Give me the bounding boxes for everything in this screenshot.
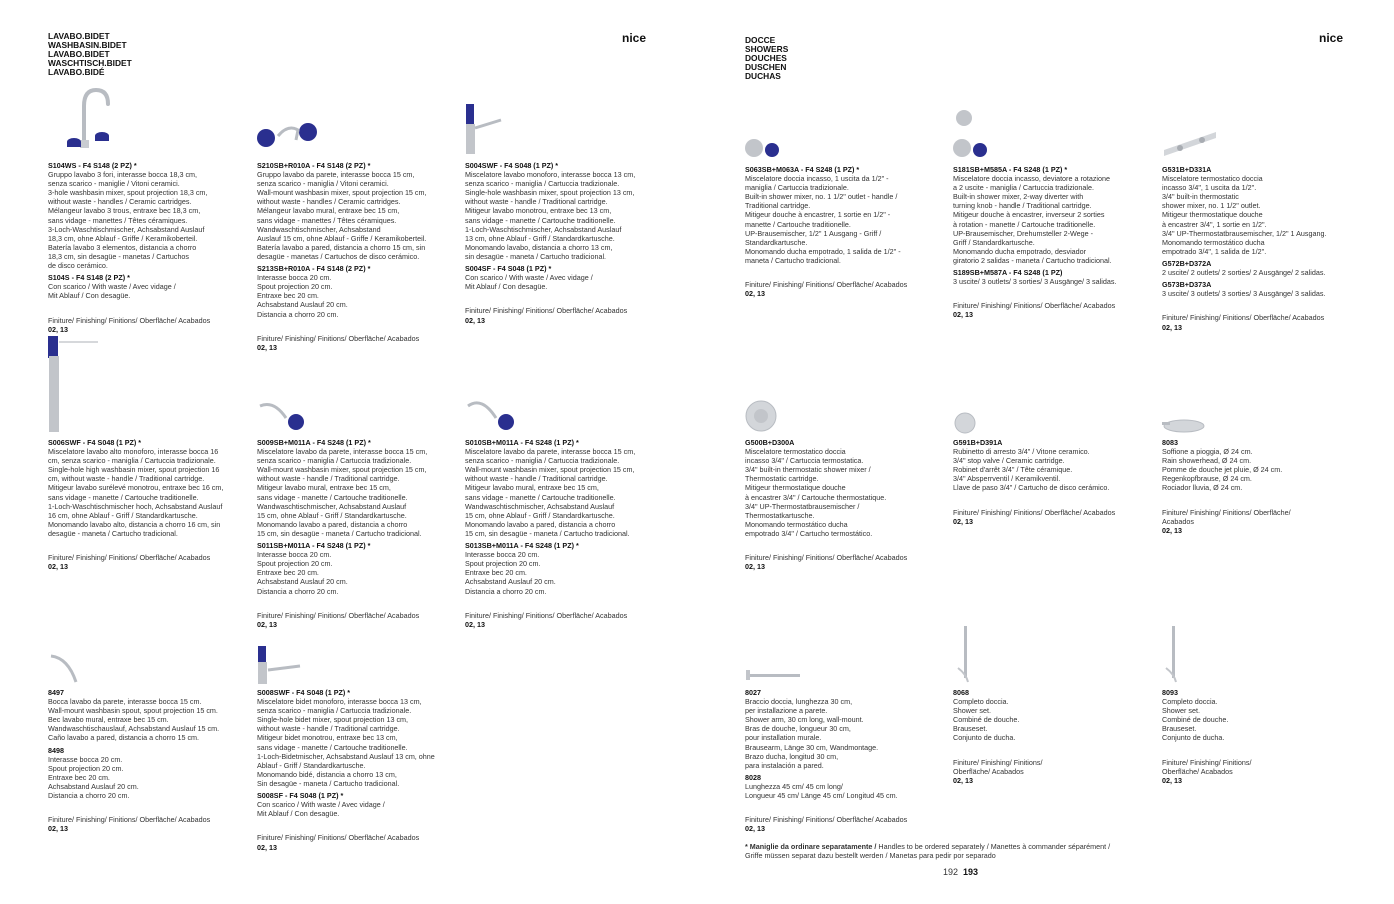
product-code: 8068 <box>953 688 969 697</box>
section-category-left <box>48 32 132 77</box>
product-code: S004SF - F4 S048 (1 PZ) * <box>465 264 552 274</box>
section-category-right <box>745 36 788 81</box>
category-line: SHOWERS <box>745 44 789 54</box>
finish-info <box>465 297 665 333</box>
finish-values: 02, 13 <box>257 619 277 629</box>
footnote-text: Handles to be ordered separately / Manettes à commander séparément / Griffe müssen separat dazu bestellt werden / Manetas para pedir por separado <box>745 842 1111 860</box>
product-code: G531B+D331A <box>1162 165 1212 174</box>
finish-label: Finiture/ Finishing/ Finitions/ Oberfläche/ Acabados <box>257 610 420 620</box>
product-description: Lunghezza 45 cm/ 45 cm long/ Longueur 45 cm/ Länge 45 cm/ Longitud 45 cm. <box>745 781 898 801</box>
finish-info <box>257 325 457 361</box>
shower-set-image <box>956 624 976 684</box>
product-entry-s010sb <box>465 438 665 638</box>
category-line: LAVABO.BIDET <box>48 31 110 41</box>
product-code: S010SB+M011A - F4 S248 (1 PZ) * <box>465 438 579 447</box>
monoforo-mixer-image <box>463 102 503 156</box>
product-code: S104WS - F4 S148 (2 PZ) * <box>48 161 137 170</box>
product-code: 8027 <box>745 688 761 697</box>
finish-label: Finiture/ Finishing/ Finitions/ Oberfläche/ Acabados <box>257 833 420 843</box>
product-code: S011SB+M011A - F4 S248 (1 PZ) * <box>257 541 371 551</box>
product-code: S210SB+R010A - F4 S148 (2 PZ) * <box>257 161 371 170</box>
shower-arm-image <box>744 668 802 682</box>
product-description: Miscelatore doccia incasso, deviatore a rotazione a 2 uscite - maniglia / Cartuccia tradizionale. Built-in shower mixer, 2-way diverter with turning knob - handle / Traditional cartridge. Mitigeur douche à encastrer, inverseur 2 sorties à rotation - manette / Cartouche traditionelle. UP-Brausemischer, Drehumsteller 2-Wege - Griff / Standardkartusche. Monomando ducha empotrado, desviador giratorio 2 salidas - maneta / Cartucho tradicional. <box>953 174 1112 265</box>
finish-info <box>1162 304 1362 340</box>
product-description: Miscelatore doccia incasso, 1 uscita da 1/2" - maniglia / Cartuccia tradizionale. Built-in shower mixer, no. 1 1/2" outlet - handle / Traditional cartridge. Mitigeur douche à encastrer, 1 sortie en 1/2" - manette / Cartouche traditionelle. UP-Brausemischer, 1/2" 1 Ausgang - Griff / Standardkartusche. Monomando ducha empotrado, 1 salida de 1/2" - maneta / Cartucho tradicional. <box>745 174 901 265</box>
product-code: S013SB+M011A - F4 S248 (1 PZ) * <box>465 541 579 551</box>
finish-label: Finiture/ Finishing/ Finitions/ Oberfläche/ Acabados <box>1162 507 1291 526</box>
finish-label: Finiture/ Finishing/ Finitions/ Oberfläche/ Acabados <box>953 301 1116 311</box>
product-entry-8027 <box>745 688 945 843</box>
finish-label: Finiture/ Finishing/ Finitions/ Oberfläche/ Acabados <box>1162 313 1325 323</box>
product-code: S189SB+M587A - F4 S248 (1 PZ) <box>953 268 1063 278</box>
finish-label: Finiture/ Finishing/ Finitions/ Oberfläche/ Acabados <box>953 757 1043 776</box>
wall-mixer-single-image <box>256 396 306 436</box>
finish-info <box>745 271 945 307</box>
product-entry-8497 <box>48 688 248 843</box>
product-code: S181SB+M585A - F4 S248 (1 PZ) * <box>953 165 1068 174</box>
finish-info <box>953 749 1153 794</box>
category-line: DUSCHEN <box>745 62 787 72</box>
product-description: Interasse bocca 20 cm. Spout projection 20 cm. Entraxe bec 20 cm. Achsabstand Auslauf 20 cm. Distancia a chorro 20 cm. <box>465 550 556 596</box>
product-entry-s006swf <box>48 438 248 580</box>
finish-values: 02, 13 <box>953 516 973 526</box>
product-description: Miscelatore termostatico doccia incasso 3/4" / Cartuccia termostatica. 3/4" built-in thermostatic shower mixer / Thermostatic cartridge. Mitigeur thermostatique douche à encastrer 3/4" / Cartouche thermostatique. 3/4" UP-Thermostatbrausemischer / Thermostatkartusche. Monomando termostático ducha empotrado 3/4" / Cartucho termostático. <box>745 447 887 538</box>
product-description: Gruppo lavabo da parete, interasse bocca 15 cm, senza scarico - maniglia / Vitoni ceramici. Wall-mount washbasin mixer, spout projection 15 cm, without waste - handles / Ceramic cartridges. Mélangeur lavabo mural, entraxe bec 15 cm, sans vidage - manettes / Têtes céramiques. Wandwaschtischmischer, Achsabstand Auslauf 15 cm, ohne Ablauf - Griffe / Keramikoberteil. Batería lavabo a pared, distancia a chorro 15 cm, sin desagüe - manetas / Cartuchos de disco cerámico. <box>257 170 427 261</box>
product-description: Rubinetto di arresto 3/4" / Vitone ceramico. 3/4" stop valve / Ceramic cartridge. Robinet d'arrêt 3/4" / Tête céramique. 3/4" Absperrventil / Keramikventil. Llave de paso 3/4" / Cartucho de disco cerámico. <box>953 447 1110 493</box>
page-number-right: 193 <box>963 867 979 877</box>
product-entry-8068 <box>953 688 1153 794</box>
finish-label: Finiture/ Finishing/ Finitions/ Oberfläche/ Acabados <box>1162 757 1252 776</box>
product-description: 2 uscite/ 2 outlets/ 2 sorties/ 2 Ausgänge/ 2 salidas. <box>1162 268 1326 278</box>
finish-info <box>745 806 945 842</box>
product-description: Completo doccia. Shower set. Combiné de douche. Brauseset. Conjunto de ducha. <box>1162 697 1229 743</box>
product-description: Gruppo lavabo 3 fori, interasse bocca 18,3 cm, senza scarico - maniglie / Vitoni ceramici. 3-hole washbasin mixer, spout projection 18,3 cm, without waste - handles / Ceramic cartridges. Mélangeur lavabo 3 trous, entraxe bec 18,3 cm, sans vidage - manettes / Têtes céramiques. 3-Loch-Waschtischmischer, Achsabstand Auslauf 18,3 cm, ohne Ablauf - Griffe / Keramikoberteil. Batería lavabo 3 elementos, distancia a chorro 18,3 cm, sin desagüe - manetas / Cartuchos de disco cerámico. <box>48 170 208 271</box>
product-entry-s009sb <box>257 438 457 638</box>
product-description: Braccio doccia, lunghezza 30 cm, per installazione a parete. Shower arm, 30 cm long, wall-mount. Bras de douche, longueur 30 cm, pour installation murale. Brausearm, Länge 30 cm, Wandmontage. Brazo ducha, longitud 30 cm, para instalación a pared. <box>745 697 879 770</box>
product-description: Miscelatore lavabo alto monoforo, interasse bocca 16 cm, senza scarico - maniglia / Cartuccia tradizionale. Single-hole high washbasin mixer, spout projection 16 cm, without waste - handle / Traditional cartridge. Mitigeur lavabo surélevé monotrou, entraxe bec 16 cm, sans vidage - manette / Cartouche traditionelle. 1-Loch-Waschtischmischer hoch, Achsabstand Auslauf 16 cm, ohne Ablauf - Griff / Standardkartusche. Monomando lavabo alto, distancia a chorro 16 cm, sin desagüe - maneta / Cartucho tradicional. <box>48 447 224 538</box>
finish-values: 02, 13 <box>745 824 765 834</box>
finish-info <box>1162 499 1362 544</box>
finish-label: Finiture/ Finishing/ Finitions/ Oberfläche/ Acabados <box>465 306 628 316</box>
product-code: S009SB+M011A - F4 S248 (1 PZ) * <box>257 438 371 447</box>
finish-info <box>465 602 665 638</box>
finish-info <box>1162 749 1362 794</box>
product-entry-g591b <box>953 438 1153 535</box>
finish-values: 02, 13 <box>257 842 277 852</box>
product-entry-s104ws <box>48 161 248 343</box>
tall-mixer-image <box>46 334 100 434</box>
product-entry-s210sb <box>257 161 457 361</box>
product-description: Interasse bocca 20 cm. Spout projection 20 cm. Entraxe bec 20 cm. Achsabstand Auslauf 20 cm. Distancia a chorro 20 cm. <box>48 754 139 801</box>
finish-label: Finiture/ Finishing/ Finitions/ Oberfläche/ Acabados <box>745 553 908 563</box>
product-code: G500B+D300A <box>745 438 795 447</box>
finish-info <box>257 824 462 860</box>
finish-info <box>48 806 248 842</box>
product-code: 8497 <box>48 688 64 697</box>
finish-label: Finiture/ Finishing/ Finitions/ Oberfläche/ Acabados <box>48 553 211 563</box>
product-description: Miscelatore lavabo monoforo, interasse bocca 13 cm, senza scarico - maniglia / Cartuccia tradizionale. Single-hole washbasin mixer, spout projection 13 cm, without waste - handle / Traditional cartridge. Mitigeur lavabo monotrou, entraxe bec 13 cm, sans vidage - manette / Cartouche traditionelle. 1-Loch-Waschtischmischer, Achsabstand Auslauf 13 cm, ohne Ablauf - Griff / Standardkartusche. Monomando lavabo, distancia a chorro 13 cm, sin desagüe - maneta / Cartucho tradicional. <box>465 170 636 261</box>
product-code: 8028 <box>745 772 761 782</box>
finish-values: 02, 13 <box>48 824 68 834</box>
finish-info <box>953 499 1153 535</box>
product-description: 3 uscite/ 3 outlets/ 3 sorties/ 3 Ausgänge/ 3 salidas. <box>1162 289 1326 299</box>
product-description: Completo doccia. Shower set. Combiné de douche. Brauseset. Conjunto de ducha. <box>953 697 1020 743</box>
finish-info <box>48 544 248 580</box>
thermostatic-knob-image <box>744 396 778 436</box>
thermostatic-plate-image <box>1162 128 1218 158</box>
product-description: 3 uscite/ 3 outlets/ 3 sorties/ 3 Ausgänge/ 3 salidas. <box>953 277 1117 287</box>
finish-label: Finiture/ Finishing/ Finitions/ Oberfläche/ Acabados <box>257 333 420 343</box>
finish-info <box>48 306 248 342</box>
finish-values: 02, 13 <box>745 289 765 299</box>
category-line: LAVABO.BIDET <box>48 49 110 59</box>
product-description: Miscelatore termostatico doccia incasso 3/4", 1 uscita da 1/2". 3/4" built-in thermostatic shower mixer, no. 1 1/2" outlet. Mitigeur thermostatique douche à encastrer 3/4", 1 sortie en 1/2". 3/4" UP-Thermostatbrausemischer, 1/2" 1 Ausgang. Monomando termostático ducha empotrado 3/4", 1 salida de 1/2". <box>1162 174 1327 256</box>
shower-set-image <box>1164 624 1184 684</box>
wall-mixer-image <box>256 118 320 152</box>
category-line: DUCHAS <box>745 71 781 81</box>
product-entry-8083 <box>1162 438 1362 544</box>
product-description: Miscelatore lavabo da parete, interasse bocca 15 cm, senza scarico - maniglia / Cartuccia tradizionale. Wall-mount washbasin mixer, spout projection 15 cm, without waste - handle / Traditional cartridge. Mitigeur lavabo mural, entraxe bec 15 cm, sans vidage - manette / Cartouche traditionelle. Wandwaschtischmischer, Achsabstand Auslauf 15 cm, ohne Ablauf - Griff / Standardkartusche. Monomando lavabo a pared, distancia a chorro 15 cm, sin desagüe - maneta / Cartucho tradicional. <box>465 447 636 538</box>
product-entry-g531b <box>1162 165 1362 341</box>
product-entry-g500b <box>745 438 945 580</box>
product-code: S008SWF - F4 S048 (1 PZ) * <box>257 688 351 697</box>
finish-values: 02, 13 <box>465 619 485 629</box>
category-line: DOUCHES <box>745 53 787 63</box>
product-code: G572B+D372A <box>1162 258 1212 268</box>
product-code: S213SB+R010A - F4 S148 (2 PZ) * <box>257 264 371 274</box>
product-entry-s004swf <box>465 161 665 334</box>
product-code: 8498 <box>48 745 64 755</box>
product-description: Interasse bocca 20 cm. Spout projection 20 cm. Entraxe bec 20 cm. Achsabstand Auslauf 20 cm. Distancia a chorro 20 cm. <box>257 273 348 319</box>
shower-diverter-image <box>952 106 992 162</box>
product-entry-s008swf <box>257 688 462 861</box>
product-entry-s181sb <box>953 165 1158 329</box>
finish-values: 02, 13 <box>1162 525 1182 535</box>
product-description: Miscelatore bidet monoforo, interasse bocca 13 cm, senza scarico - maniglia / Cartuccia tradizionale. Single-hole bidet mixer, spout projection 13 cm, without waste - handle / Traditional cartridge. Mitigeur bidet monotrou, entraxe bec 13 cm, sans vidage - manette / Cartouche traditionelle. 1-Loch-Bidetmischer, Achsabstand Auslauf 13 cm, ohne Ablauf - Griff / Standardkartusche. Monomando bidé, distancia a chorro 13 cm, Sin desagüe - maneta / Cartucho tradicional. <box>257 697 435 788</box>
product-description: Miscelatore lavabo da parete, interasse bocca 15 cm, senza scarico - maniglia / Cartuccia tradizionale. Wall-mount washbasin mixer, spout projection 15 cm, without waste - handle / Traditional cartridge. Mitigeur lavabo mural, entraxe bec 15 cm, sans vidage - manette / Cartouche traditionelle. Wandwaschtischmischer, Achsabstand Auslauf 15 cm, ohne Ablauf - Griff / Standardkartusche. Monomando lavabo a pared, distancia a chorro 15 cm, sin desagüe - maneta / Cartucho tradicional. <box>257 447 428 538</box>
category-line: WASHBASIN.BIDET <box>48 40 127 50</box>
product-code: S006SWF - F4 S048 (1 PZ) * <box>48 438 142 447</box>
finish-label: Finiture/ Finishing/ Finitions/ Oberfläche/ Acabados <box>465 610 628 620</box>
product-code: 8093 <box>1162 688 1178 697</box>
product-code: S008SF - F4 S048 (1 PZ) * <box>257 791 344 801</box>
product-code: S063SB+M063A - F4 S248 (1 PZ) * <box>745 165 860 174</box>
finish-info <box>953 292 1158 328</box>
finish-values: 02, 13 <box>48 562 68 572</box>
product-entry-8093 <box>1162 688 1362 794</box>
finish-values: 02, 13 <box>257 342 277 352</box>
finish-values: 02, 13 <box>48 324 68 334</box>
finish-values: 02, 13 <box>1162 322 1182 332</box>
finish-values: 02, 13 <box>953 310 973 320</box>
rain-showerhead-image <box>1160 416 1206 434</box>
stop-valve-image <box>952 410 978 436</box>
brand-name-left: nice <box>622 31 647 45</box>
product-code: 8083 <box>1162 438 1178 447</box>
brand-name-right: nice <box>1319 31 1344 45</box>
shower-mixer-image <box>744 136 782 162</box>
finish-values: 02, 13 <box>1162 775 1182 785</box>
product-code: G573B+D373A <box>1162 280 1212 290</box>
finish-label: Finiture/ Finishing/ Finitions/ Oberfläche/ Acabados <box>48 315 211 325</box>
product-description: Con scarico / With waste / Avec vidage / Mit Ablauf / Con desagüe. <box>257 800 385 819</box>
category-line: WASCHTISCH.BIDET <box>48 58 132 68</box>
finish-values: 02, 13 <box>745 562 765 572</box>
product-code: S004SWF - F4 S048 (1 PZ) * <box>465 161 559 170</box>
finish-label: Finiture/ Finishing/ Finitions/ Oberfläche/ Acabados <box>48 815 211 825</box>
finish-label: Finiture/ Finishing/ Finitions/ Oberfläche/ Acabados <box>745 280 908 290</box>
product-description: Soffione a pioggia, Ø 24 cm. Rain showerhead, Ø 24 cm. Pomme de douche jet pluie, Ø 24 cm. Regenkopfbrause, Ø 24 cm. Rociador lluvia, Ø 24 cm. <box>1162 447 1283 493</box>
faucet-3hole-image <box>64 84 114 152</box>
finish-values: 02, 13 <box>953 775 973 785</box>
product-code: G591B+D391A <box>953 438 1003 447</box>
finish-info <box>745 544 945 580</box>
footnote <box>745 842 1185 860</box>
category-line: DOCCE <box>745 35 776 45</box>
finish-label: Finiture/ Finishing/ Finitions/ Oberfläche/ Acabados <box>953 507 1116 517</box>
finish-info <box>257 602 457 638</box>
product-entry-s063sb <box>745 165 945 307</box>
footnote-bold: * Maniglie da ordinare separatamente / <box>745 842 877 851</box>
product-description: Con scarico / With waste / Avec vidage / Mit Ablauf / Con desagüe. <box>465 273 593 292</box>
product-description: Bocca lavabo da parete, interasse bocca 15 cm. Wall-mount washbasin spout, spout projection 15 cm. Bec lavabo mural, entraxe bec 15 cm. Wandwaschtischauslauf, Achsabstand Auslauf 15 cm. Caño lavabo a pared, distancia a chorro 15 cm. <box>48 697 220 743</box>
category-line: LAVABO.BIDÉ <box>48 67 105 77</box>
page-number-left: 192 <box>943 867 959 877</box>
product-description: Interasse bocca 20 cm. Spout projection 20 cm. Entraxe bec 20 cm. Achsabstand Auslauf 20 cm. Distancia a chorro 20 cm. <box>257 550 348 596</box>
page-numbers <box>943 867 978 877</box>
product-code: S104S - F4 S148 (2 PZ) * <box>48 273 130 283</box>
wall-mixer-single-image <box>464 394 516 436</box>
bidet-mixer-image <box>256 642 304 686</box>
product-description: Con scarico / With waste / Avec vidage / Mit Ablauf / Con desagüe. <box>48 282 176 301</box>
finish-values: 02, 13 <box>465 315 485 325</box>
wall-spout-image <box>48 652 80 686</box>
finish-label: Finiture/ Finishing/ Finitions/ Oberfläche/ Acabados <box>745 815 908 825</box>
